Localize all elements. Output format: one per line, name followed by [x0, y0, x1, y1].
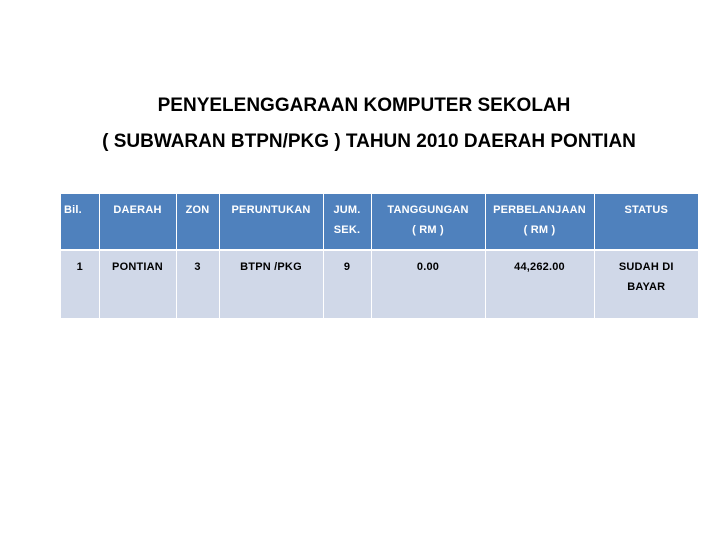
header-jum-sek — [323, 194, 371, 250]
table-row — [61, 250, 698, 318]
header-status: STATUS — [624, 204, 669, 216]
page-title: PENYELENGGARAAN KOMPUTER SEKOLAH — [157, 95, 571, 116]
table-header-row — [61, 194, 698, 250]
cell-daerah: PONTIAN — [99, 250, 176, 318]
header-peruntukan: PERUNTUKAN — [219, 194, 323, 250]
header-jum-line2: SEK. — [333, 224, 361, 236]
header-perbelanjaan — [485, 194, 594, 250]
cell-jum-sek: 9 — [323, 250, 371, 318]
cell-zon: 3 — [176, 250, 219, 318]
header-daerah: DAERAH — [99, 194, 176, 250]
header-jum-line1: JUM. — [333, 204, 361, 216]
header-perbelanjaan-line1: PERBELANJAAN — [493, 204, 586, 216]
cell-perbelanjaan: 44,262.00 — [485, 250, 594, 318]
header-zon: ZON — [176, 194, 219, 250]
data-table — [61, 194, 698, 318]
cell-tanggungan: 0.00 — [371, 250, 485, 318]
cell-status — [594, 250, 698, 318]
cell-status-line2: BAYAR — [627, 281, 666, 293]
cell-peruntukan: BTPN /PKG — [219, 250, 323, 318]
header-tanggungan-line2: ( RM ) — [412, 224, 444, 236]
cell-bil: 1 — [61, 250, 99, 318]
page-subtitle: ( SUBWARAN BTPN/PKG ) TAHUN 2010 DAERAH PONTIAN — [102, 131, 636, 152]
header-bil: Bil. — [61, 194, 99, 250]
header-perbelanjaan-line2: ( RM ) — [523, 224, 556, 236]
header-tanggungan — [371, 194, 485, 250]
cell-status-line1: SUDAH DI — [618, 261, 674, 273]
header-tanggungan-line1: TANGGUNGAN — [387, 204, 469, 216]
